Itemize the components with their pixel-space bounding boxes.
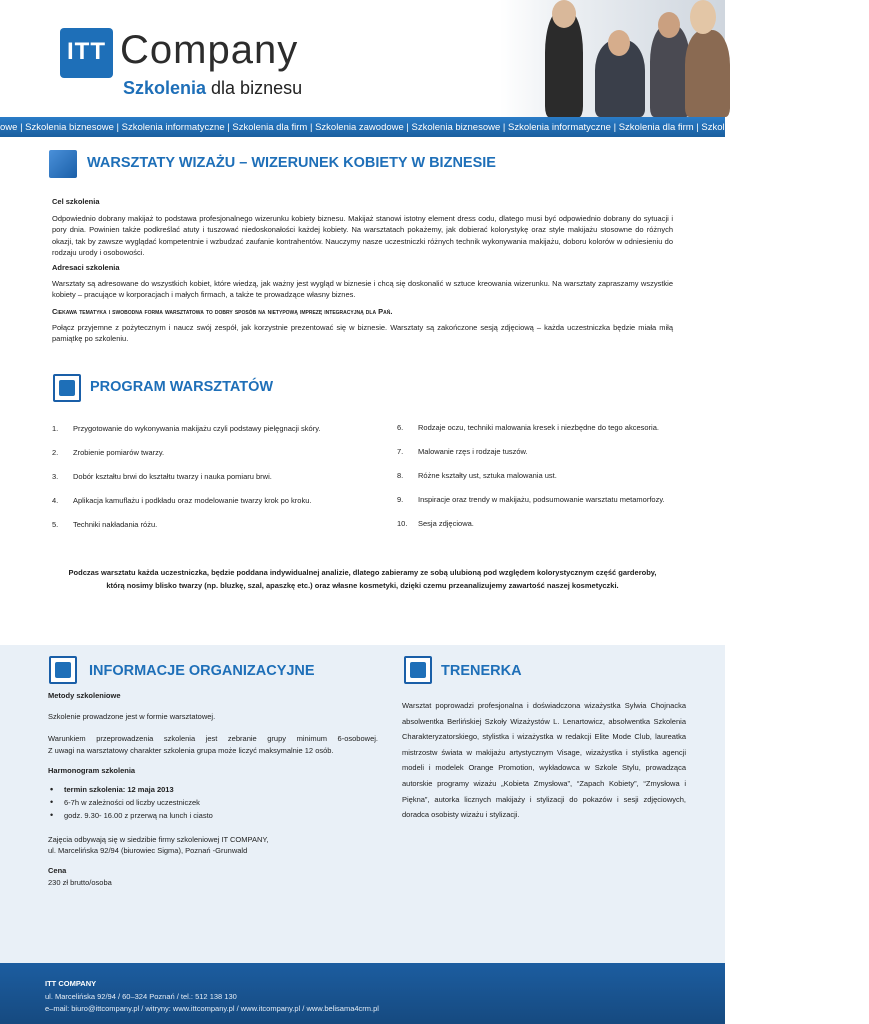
list-item: 9. Inspiracje oraz trendy w makijażu, podsumowanie warsztatu metamorfozy. (397, 495, 665, 504)
trainer-icon (404, 656, 432, 684)
schedule-item: • godz. 9.30- 16.00 z przerwą na lunch i ciasto (48, 809, 378, 822)
goal-heading: Cel szkolenia (52, 197, 100, 206)
person-figure (685, 30, 730, 117)
header-photo (500, 0, 725, 117)
highlight-text: Ciekawa tematyka i swobodna forma warsztatowa to dobry sposób na nietypową imprezę integracyjną dla Pań. (52, 306, 393, 316)
schedule-item: • 6-7h w zależności od liczby uczestniczek (48, 796, 378, 809)
venue-line-2: ul. Marcelińska 92/94 (biurowiec Sigma), Poznań -Grunwald (48, 846, 248, 856)
footer-address: ul. Marcelińska 92/94 / 60–324 Poznań / tel.: 512 138 130 (45, 992, 237, 1001)
person-head (608, 30, 630, 56)
conditions-text: Warunkiem przeprowadzenia szkolenia jest zebranie grupy minimum 6-osobowej. (48, 734, 378, 744)
logo-mark[interactable]: ITT (60, 28, 113, 78)
price-heading: Cena (48, 866, 67, 876)
footer-company: ITT COMPANY (45, 979, 97, 988)
venue-line-1: Zajęcia odbywają się w siedzibie firmy szkoleniowej IT COMPANY, (48, 835, 269, 845)
page-title: WARSZTATY WIZAŻU – WIZERUNEK KOBIETY W BIZNESIE (87, 155, 496, 171)
program-list-left (52, 423, 382, 543)
list-item: 5. Techniki nakładania różu. (52, 520, 158, 529)
person-head (552, 0, 576, 28)
list-item: 7. Malowanie rzęs i rodzaje tuszów. (397, 447, 528, 456)
list-item: 3. Dobór kształtu brwi do kształtu twarzy i nauka pomiaru brwi. (52, 472, 272, 481)
audience-heading: Adresaci szkolenia (52, 263, 120, 273)
page-header (0, 0, 725, 117)
category-strip: owe | Szkolenia biznesowe | Szkolenia informatyczne | Szkolenia dla firm | Szkolenia zawodowe | Szkolenia biznesowe | Szkolenia informatyczne | Szkolenia dla firm | Szkolenia zawodowe | Szkolenia biznes (0, 117, 725, 137)
goal-text: Odpowiednio dobrany makijaż to podstawa profesjonalnego wizerunku kobiety biznesu. Makijaż stanowi istotny element dress codu, dlatego musi być odpowiednio dobrany do sytuacji i pory dnia. Powinien także podkreślać atuty i tuszować niedoskonałości każdej kobiety. Na warsztatach pokażemy, jak dobierać kolorystykę oraz style makijażu stosowne do różnych okazji, tak by zawsze wyglądać kompetentnie i wzbudzać zaufanie kontrahentów. Nauczymy nasze uczestniczki różnych technik wykonywania makijażu, doboru kolorów w odniesieniu do rodzaju urody i osobowości. (52, 214, 673, 257)
methods-text: Szkolenie prowadzone jest w formie warsztatowej. (48, 712, 216, 722)
trainer-bio: Warsztat poprowadzi profesjonalna i doświadczona wizażystka Sylwia Chojnacka absolwentka Berlińskiej Szkoły Wizażystów L. Lenartowicz, absolwentka Szkolenia Charakteryzatorskiego, stylistka i wizażystka w redakcji Elite Mode Club, laureatka mistrzostw świata w makijażu artystycznym Visage, wizażystka i stylistka agencji modeli i modelek Orange Promotion, wykładowca w Szkole Stylu, prowadząca autorskie programy wizażu „Kobieta Zmysłowa”, “Zapach Kobiety”, “Zmysłowa i Piękna”, autorka licznych makijaży i stylizacji do pokazów i sesji zdjęciowych, doradca osobisty wizażu i stylizacji. (402, 701, 686, 820)
list-item: 1. Przygotowanie do wykonywania makijażu czyli podstawy pielęgnacji skóry. (52, 424, 321, 433)
outro-text: Połącz przyjemne z pożytecznym i naucz swój zespół, jak korzystnie prezentować się w biznesie. Warsztaty są zakończone sesją zdjęciową – każda uczestniczka będzie miała miłą pamiątkę po szkoleniu. (52, 322, 673, 344)
info-title: INFORMACJE ORGANIZACYJNE (89, 663, 315, 679)
person-figure (650, 25, 690, 117)
methods-heading: Metody szkoleniowe (48, 691, 121, 700)
list-item: 2. Zrobienie pomiarów twarzy. (52, 448, 165, 457)
program-list-right (397, 422, 697, 542)
list-item: 4. Aplikacja kamuflażu i podkładu oraz modelowanie twarzy krok po kroku. (52, 496, 312, 505)
intro-block (52, 196, 673, 344)
info-column (48, 690, 378, 888)
logo-tagline: Szkolenia dla biznesu (123, 78, 303, 98)
title-square-icon (49, 150, 77, 178)
person-head (658, 12, 680, 38)
program-icon (53, 374, 81, 402)
schedule-item: • termin szkolenia: 12 maja 2013 (48, 783, 378, 796)
list-item: 8. Różne kształty ust, sztuka malowania ust. (397, 471, 557, 480)
list-item: 10. Sesja zdjęciowa. (397, 519, 474, 528)
program-title: PROGRAM WARSZTATÓW (90, 379, 274, 395)
person-head (690, 0, 716, 34)
handshake-icon (49, 656, 77, 684)
list-item: 6. Rodzaje oczu, techniki malowania kresek i niezbędne do tego akcesoria. (397, 423, 659, 432)
footer-contact[interactable]: e–mail: biuro@ittcompany.pl / witryny: www.ittcompany.pl / www.itcompany.pl / www.belisama4crm.pl (45, 1004, 379, 1013)
audience-text: Warsztaty są adresowane do wszystkich kobiet, które wiedzą, jak ważny jest wygląd w biznesie i chcą się doskonalić w sztuce kreowania wizerunku. Na warsztaty zapraszamy wszystkie kobiety – pracujące w korporacjach i małych firmach, a także te prowadzące własny biznes. (52, 279, 673, 300)
page-footer (0, 963, 725, 1024)
program-closing-note: Podczas warsztatu każda uczestniczka, będzie poddana indywidualnej analizie, dlatego zabieramy ze sobą ulubioną pod względem kolorystycznym część garderoby, którą nosimy blisko twarzy (np. bluzkę, szal, apaszkę etc.) oraz własne kosmetyki, dzięki czemu przeanalizujemy zawartość naszej kosmetyczki. (68, 568, 657, 590)
price-value: 230 zł brutto/osoba (48, 877, 112, 887)
schedule-heading: Harmonogram szkolenia (48, 765, 136, 775)
conditions-text-2: Z uwagi na warsztatowy charakter szkolenia grupa może liczyć maksymalnie 12 osób. (48, 745, 334, 755)
trainer-title: TRENERKA (441, 663, 522, 679)
logo-company-name[interactable]: Company (120, 28, 299, 72)
